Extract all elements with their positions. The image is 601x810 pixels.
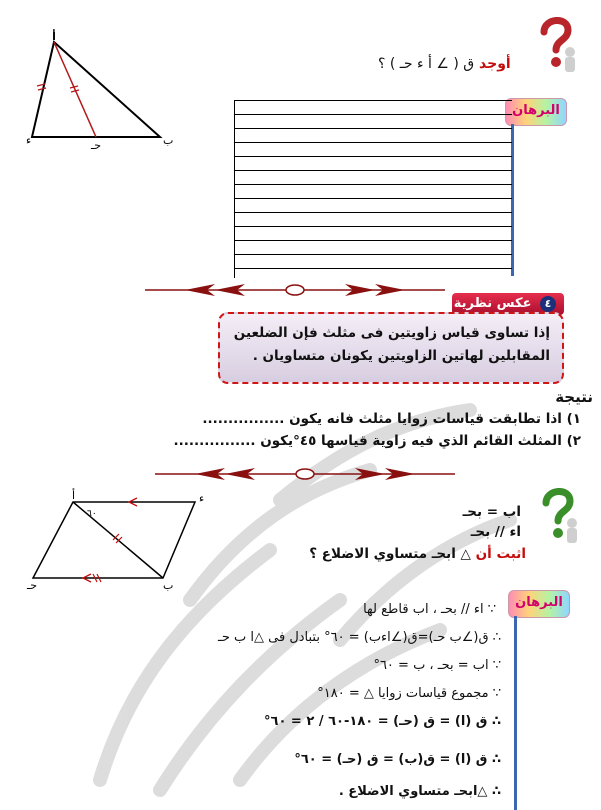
prove-expression: △ ابحـ متساوي الاضلاع ؟ (309, 546, 471, 562)
vertex-label-b: ب (163, 134, 174, 147)
prove-label: اثبت أن (475, 546, 526, 562)
result-item-1: ١) اذا تطابقت قياسات زوايا مثلث فانه يكون ................ (202, 411, 581, 427)
p-vertex-a: أ (72, 489, 76, 502)
proof-step-7: ∴ △ابحـ متساوي الاضلاع . (338, 784, 501, 799)
proof-badge-2: البرهان (508, 590, 570, 618)
proof-step-5: ∴ ق (ا) = ق (حـ) = ١٨٠-٦٠ / ٢ = ٦٠° (264, 714, 501, 729)
question-mark-icon-2 (532, 483, 582, 545)
parallelogram-figure (25, 490, 225, 590)
proof-step-3: ∵ اب = بحـ ، ب = ٦٠° (373, 658, 501, 673)
vertex-label-a: أ (52, 30, 56, 43)
result-title: نتيجة (555, 388, 593, 406)
find-label: أوجد (479, 56, 511, 72)
proof-badge-1: البرهان (505, 98, 567, 126)
vertex-label-c: حـ (90, 139, 102, 152)
given-2: اء // بحـ (470, 524, 521, 540)
theorem-line-1: إذا تساوى قياس زاويتين فى مثلث فإن الضلعين (233, 325, 550, 341)
p-vertex-c: حـ (27, 579, 38, 592)
p-vertex-d: ء (199, 492, 205, 505)
vertex-label-d: ء (26, 134, 32, 147)
prove-statement (309, 546, 526, 562)
proof-step-4: ∵ مجموع قياسات زوايا △ = ١٨٠° (317, 686, 501, 701)
result-item-2: ٢) المثلث القائم الذي فيه زاوية قياسها ٤٥°يكون ................ (173, 433, 581, 449)
question-mark-icon (530, 12, 580, 74)
find-expression: ق ( ∠ أ ء حـ ) ؟ (378, 56, 475, 72)
p-vertex-b: ب (163, 579, 174, 592)
proof-step-6: ∴ ق (ا) = ق(ب) = ق (حـ) = ٦٠° (294, 752, 501, 767)
decorative-divider-2 (155, 464, 455, 484)
answer-lines (234, 100, 512, 278)
proof-step-1: ∵ اء // بحـ ، اب قاطع لها (363, 602, 496, 617)
triangle-figure-1 (20, 28, 174, 153)
proof-bar-2 (514, 616, 517, 810)
p-angle-label: ٦٠ (87, 509, 97, 519)
given-1: اب = بحـ (462, 504, 521, 520)
decorative-divider-1 (145, 280, 445, 300)
converse-number: ٤ (540, 296, 556, 312)
proof-step-2: ∴ ق(∠ب حـ)=ق(∠اءب) = ٦٠° بتبادل فى △ا ب حـ (218, 630, 501, 645)
converse-theorem-box (218, 312, 564, 384)
theorem-line-2: المقابلين لهاتين الزاويتين يكونان متساويان . (252, 348, 550, 364)
converse-label: عكس نظرية (453, 296, 532, 311)
find-question (378, 56, 511, 72)
